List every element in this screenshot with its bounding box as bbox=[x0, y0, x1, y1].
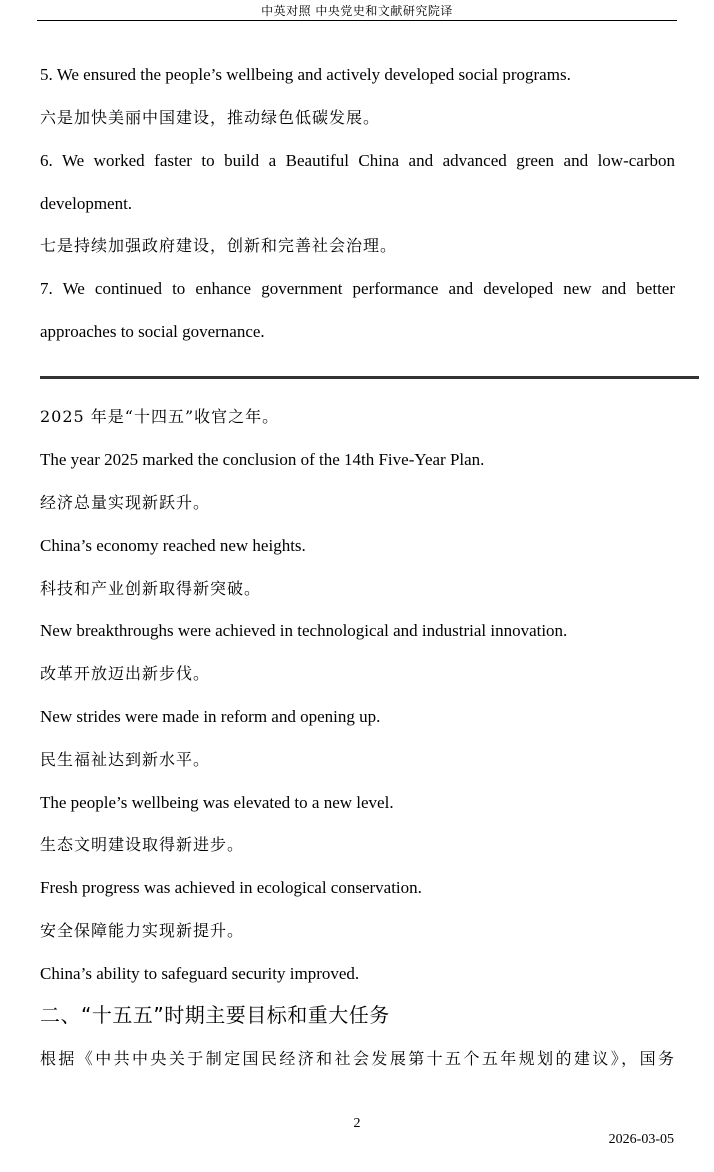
paragraph-en-6-line-1: 6. We worked faster to build a Beautiful China and advanced green and low-carbon bbox=[40, 151, 675, 170]
paragraph-en-reform: New strides were made in reform and opening up. bbox=[40, 707, 381, 726]
paragraph-zh-tech: 科技和产业创新取得新突破。 bbox=[40, 579, 262, 598]
document-date: 2026-03-05 bbox=[608, 1132, 674, 1147]
paragraph-zh-reform: 改革开放迈出新步伐。 bbox=[40, 664, 211, 683]
paragraph-en-6-line-2: development. bbox=[40, 194, 133, 213]
paragraph-en-wellbeing: The people’s wellbeing was elevated to a new level. bbox=[40, 793, 394, 812]
paragraph-en-tech: New breakthroughs were achieved in technological and industrial innovation. bbox=[40, 621, 568, 640]
paragraph-zh-economy: 经济总量实现新跃升。 bbox=[40, 493, 211, 512]
paragraph-en-economy: China’s economy reached new heights. bbox=[40, 536, 306, 555]
paragraph-zh-ecology: 生态文明建设取得新进步。 bbox=[40, 835, 245, 854]
page-number: 2 bbox=[353, 1116, 361, 1131]
paragraph-zh-plan: 根据《中共中央关于制定国民经济和社会发展第十五个五年规划的建议》，国务 bbox=[40, 1049, 675, 1068]
paragraph-en-ecology: Fresh progress was achieved in ecological conservation. bbox=[40, 878, 422, 897]
paragraph-en-2025: The year 2025 marked the conclusion of the 14th Five-Year Plan. bbox=[40, 450, 485, 469]
paragraph-en-7-line-1: 7. We continued to enhance government performance and developed new and better bbox=[40, 279, 675, 298]
paragraph-zh-6: 六是加快美丽中国建设，推动绿色低碳发展。 bbox=[40, 108, 381, 127]
section-heading: 二、“十五五”时期主要目标和重大任务 bbox=[40, 1003, 390, 1027]
paragraph-en-7-line-2: approaches to social governance. bbox=[40, 322, 265, 341]
paragraph-zh-wellbeing: 民生福祉达到新水平。 bbox=[40, 750, 211, 769]
section-divider bbox=[40, 376, 699, 379]
paragraph-zh-security: 安全保障能力实现新提升。 bbox=[40, 921, 245, 940]
paragraph-zh-7: 七是持续加强政府建设，创新和完善社会治理。 bbox=[40, 236, 398, 255]
paragraph-zh-2025: 2025 年是“十四五”收官之年。 bbox=[40, 407, 280, 426]
paragraph-en-security: China’s ability to safeguard security improved. bbox=[40, 964, 360, 983]
paragraph-en-5: 5. We ensured the people’s wellbeing and actively developed social programs. bbox=[40, 65, 571, 84]
running-header: 中英对照 中央党史和文献研究院译 bbox=[37, 2, 677, 21]
